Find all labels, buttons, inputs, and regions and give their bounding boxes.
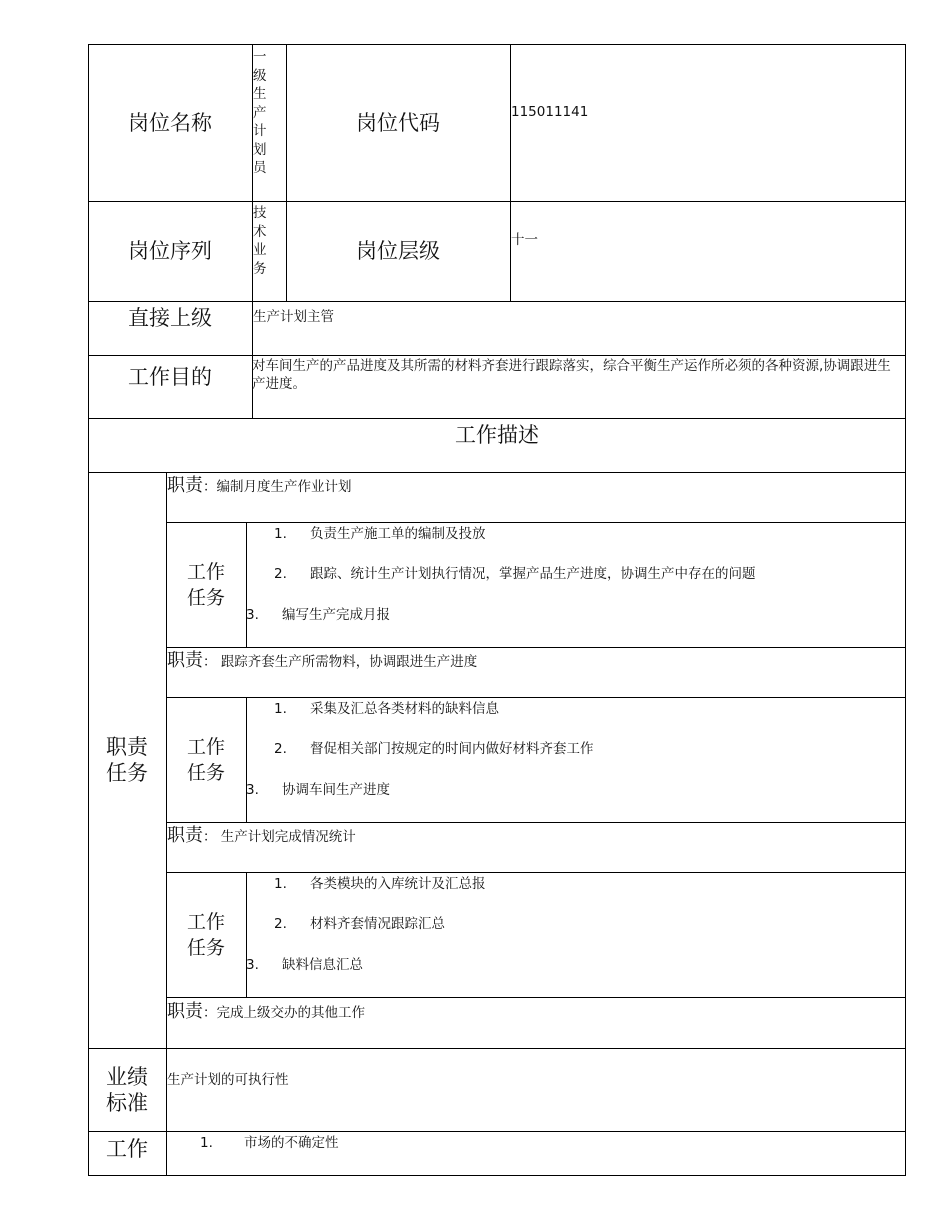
post-name-value: 一级生产计划员: [253, 49, 267, 176]
duty-title: [167, 1003, 365, 1022]
task-text: 材料齐套情况跟踪汇总: [310, 916, 445, 932]
superior-label: 直接上级: [128, 306, 212, 330]
duty-text: ：完成上级交办的其他工作: [203, 1005, 365, 1021]
task-item: [246, 606, 390, 624]
task-num: 2.: [274, 916, 287, 932]
task-num: 3.: [246, 782, 259, 798]
task-item: [246, 956, 363, 974]
post-level-label: 岗位层级: [356, 239, 440, 263]
task-num: 1.: [274, 701, 287, 717]
duty-prefix: 职责: [167, 475, 203, 496]
superior-value: 生产计划主管: [253, 309, 334, 325]
task-num: 3.: [246, 607, 259, 623]
task-item: [246, 781, 390, 799]
task-num: 3.: [246, 957, 259, 973]
duty-text: ：编制月度生产作业计划: [203, 479, 352, 495]
post-code-label: 岗位代码: [356, 110, 440, 135]
task-item: [274, 740, 594, 758]
work-text: 市场的不确定性: [244, 1135, 339, 1151]
duties-label: 职责任务: [106, 735, 148, 785]
task-num: 2.: [274, 566, 287, 582]
duty-text: ： 跟踪齐套生产所需物料，协调跟进生产进度: [203, 654, 478, 670]
post-seq-label: 岗位序列: [128, 239, 212, 263]
duty-title: [167, 827, 356, 846]
duty-prefix: 职责: [167, 650, 203, 671]
task-text: 跟踪、统计生产计划执行情况，掌握产品生产进度，协调生产中存在的问题: [310, 566, 756, 582]
task-num: 1.: [274, 876, 287, 892]
task-item: [274, 700, 499, 718]
task-text: 编写生产完成月报: [282, 607, 390, 623]
task-label: 工作任务: [186, 735, 225, 784]
task-item: [274, 915, 445, 933]
duty-title: [167, 477, 352, 496]
task-text: 采集及汇总各类材料的缺料信息: [310, 701, 499, 717]
task-label: 工作任务: [186, 560, 225, 609]
task-item: [274, 875, 486, 893]
task-text: 各类模块的入库统计及汇总报: [310, 876, 486, 892]
task-num: 1.: [274, 526, 287, 542]
task-text: 协调车间生产进度: [282, 782, 390, 798]
performance-label: 业绩标准: [106, 1064, 148, 1115]
work-num: 1.: [200, 1135, 213, 1151]
task-text: 督促相关部门按规定的时间内做好材料齐套工作: [310, 741, 594, 757]
post-level-value: 十一: [511, 232, 538, 248]
task-text: 缺料信息汇总: [282, 957, 363, 973]
post-seq-value: 技术业务: [253, 205, 267, 277]
work-item: [200, 1134, 339, 1152]
duty-title: [167, 652, 477, 671]
duty-prefix: 职责: [167, 1001, 203, 1022]
section-title: 工作描述: [455, 423, 539, 447]
work-label: 工作: [106, 1137, 148, 1161]
task-label: 工作任务: [186, 910, 225, 959]
task-item: [274, 525, 486, 543]
task-text: 负责生产施工单的编制及投放: [310, 526, 486, 542]
duty-text: ： 生产计划完成情况统计: [203, 829, 356, 845]
post-name-label: 岗位名称: [128, 110, 212, 135]
purpose-value: 对车间生产的产品进度及其所需的材料齐套进行跟踪落实，综合平衡生产运作所必须的各种资源,协调跟进生产进度。: [252, 358, 891, 392]
task-item: [274, 565, 756, 583]
post-code-value: 115011141: [511, 104, 589, 120]
purpose-label: 工作目的: [128, 365, 212, 389]
duty-prefix: 职责: [167, 825, 203, 846]
performance-value: 生产计划的可执行性: [167, 1072, 289, 1088]
task-num: 2.: [274, 741, 287, 757]
